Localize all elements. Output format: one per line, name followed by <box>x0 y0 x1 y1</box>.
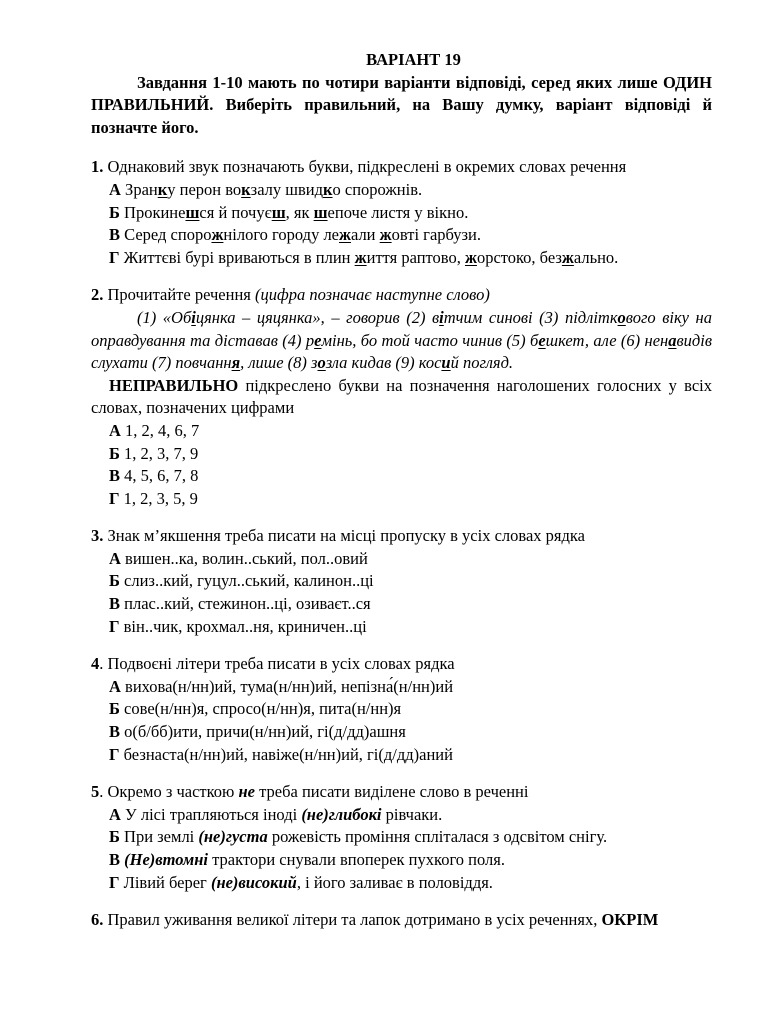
answer-option-a[interactable]: А У лісі трапляються іноді (не)глибокі рівчаки. <box>109 804 443 824</box>
question-task: НЕПРАВИЛЬНО підкреслено букви на позначення наголошених голосних у всіх словах, позначених цифрами <box>91 375 712 418</box>
underlined-letter: к <box>323 179 333 199</box>
question-stem <box>91 156 712 179</box>
underlined-letter: к <box>157 179 168 199</box>
underlined-letter: о <box>617 307 626 327</box>
question-number: 4 <box>91 654 100 674</box>
question-text: Однаковий звук позначають букви, підкреслені в окремих словах речення <box>103 157 627 177</box>
answer-option-h[interactable]: Г він..чик, крохмал..ня, криничен..ці <box>109 616 367 636</box>
quoted-sentence: (1) «Обіцянка – цяцянка», – говорив (2) вітчим синові (3) підліткового віку на оправдування та діставав (4) ремінь, бо той часто чинив (5) бешкет, але (6) ненавидів слухати (7) повчання, лише (8) зозла кидав (9) косий погляд. <box>91 307 712 373</box>
underlined-letter: ж <box>464 247 477 267</box>
answer-option-h[interactable]: Г безнаста(н/нн)ий, навіже(н/нн)ий, гі(д/дд)аний <box>109 744 453 764</box>
underlined-letter: ш <box>313 202 328 222</box>
emphasis-word: НЕПРАВИЛЬНО <box>109 375 239 395</box>
answer-option-a[interactable]: А Зранку перон вокзалу швидко спорожнів. <box>109 179 423 199</box>
underlined-letter: к <box>241 179 251 199</box>
underlined-letter: ж <box>211 225 224 245</box>
underlined-letter: а <box>668 330 677 350</box>
emphasis-word: ОКРІМ <box>601 910 659 930</box>
question-2 <box>91 284 712 510</box>
answer-option-h[interactable]: Г Лівий берег (не)високий, і його заливає в половіддя. <box>109 872 493 892</box>
answer-option-h[interactable]: Г Життєві бурі вриваються в плин життя раптово, жорстоко, безжально. <box>109 247 619 267</box>
answer-option-a[interactable]: А вишен..ка, волин..ський, пол..овий <box>109 548 368 568</box>
question-stem <box>91 909 712 932</box>
question-number: 2. <box>91 285 104 305</box>
option-letter: Г <box>109 247 120 267</box>
answer-option-b[interactable]: Б 1, 2, 3, 7, 9 <box>109 443 199 463</box>
underlined-letter: ш <box>185 202 200 222</box>
underlined-letter: і <box>191 307 196 327</box>
underlined-letter: ш <box>271 202 286 222</box>
answer-option-v[interactable]: В Серед спорожнілого городу лежали жовті гарбузи. <box>109 225 482 245</box>
question-stem <box>91 525 712 548</box>
question-3 <box>91 525 712 638</box>
instructions: Завдання 1-10 мають по чотири варіанти відповіді, серед яких лише ОДИН ПРАВИЛЬНИЙ. Виберіть правильний, на Вашу думку, варіант відповіді й позначте його. <box>91 72 712 137</box>
underlined-letter: е <box>538 330 546 350</box>
question-stem: 5. Окремо з часткою не треба писати виділене слово в реченні <box>91 782 529 802</box>
highlighted-word: (не)густа <box>198 827 268 847</box>
underlined-letter: и <box>441 353 451 373</box>
underlined-letter: о <box>317 353 326 373</box>
answer-option-v[interactable]: В плас..кий, стежинон..ці, озиваєт..ся <box>109 594 371 614</box>
answer-option-b[interactable]: Б слиз..кий, гуцул..ський, калинон..ці <box>109 571 374 591</box>
question-number: 6. <box>91 910 104 930</box>
answer-option-b[interactable]: Б Прокинешся й почуєш, як шепоче листя у вікно. <box>109 202 469 222</box>
answer-option-b[interactable]: Б сове(н/нн)я, спросо(н/нн)я, пита(н/нн)я <box>109 699 402 719</box>
option-letter: А <box>109 179 121 199</box>
question-number: 3. <box>91 526 104 546</box>
question-number: 1. <box>91 157 104 177</box>
question-text: . Подвоєні літери треба писати в усіх словах рядка <box>99 654 455 674</box>
highlighted-word: (не)глибокі <box>301 804 382 824</box>
option-letter: Б <box>109 202 120 222</box>
highlighted-word: (не)високий <box>210 872 297 892</box>
answer-option-a[interactable]: А 1, 2, 4, 6, 7 <box>109 420 200 440</box>
particle-ne: не <box>238 782 255 802</box>
variant-title: ВАРІАНТ 19 <box>366 50 461 69</box>
highlighted-word: (Не)втомні <box>124 850 208 869</box>
question-4 <box>91 653 712 766</box>
underlined-letter: ж <box>339 225 351 245</box>
question-5 <box>91 781 712 894</box>
question-note: (цифра позначає наступне слово) <box>250 285 490 305</box>
underlined-letter: ж <box>379 225 392 245</box>
answer-option-h[interactable]: Г 1, 2, 3, 5, 9 <box>109 488 198 508</box>
question-1 <box>91 156 712 269</box>
answer-option-b[interactable]: Б При землі (не)густа рожевість проміння сплiталася з одсвітом снігу. <box>109 827 608 847</box>
question-stem <box>91 284 712 307</box>
question-text: Правил уживання великої літери та лапок дотримано в усіх реченнях, <box>103 910 598 930</box>
question-text: Знак м’якшення треба писати на місці пропуску в усіх словах рядка <box>103 526 585 546</box>
answer-option-v[interactable]: В 4, 5, 6, 7, 8 <box>109 466 199 486</box>
underlined-letter: е <box>314 330 322 350</box>
underlined-letter: і <box>439 307 444 327</box>
answer-option-v[interactable]: В о(б/бб)ити, причи(н/нн)ий, гі(д/дд)ашня <box>109 722 406 742</box>
underlined-letter: я <box>231 353 241 373</box>
underlined-letter: ж <box>561 247 574 267</box>
answer-option-a[interactable]: А вихова(н/нн)ий, тума(н/нн)ий, непізна́(н/нн)ий <box>109 676 454 696</box>
question-text: Прочитайте речення <box>103 285 251 305</box>
option-letter: В <box>109 225 121 245</box>
answer-option-v[interactable]: В (Не)втомні трактори снували впоперек пухкого поля. <box>109 850 505 869</box>
question-6 <box>91 909 712 932</box>
question-stem <box>91 653 712 676</box>
underlined-letter: ж <box>354 247 367 267</box>
question-number: 5 <box>91 782 100 802</box>
